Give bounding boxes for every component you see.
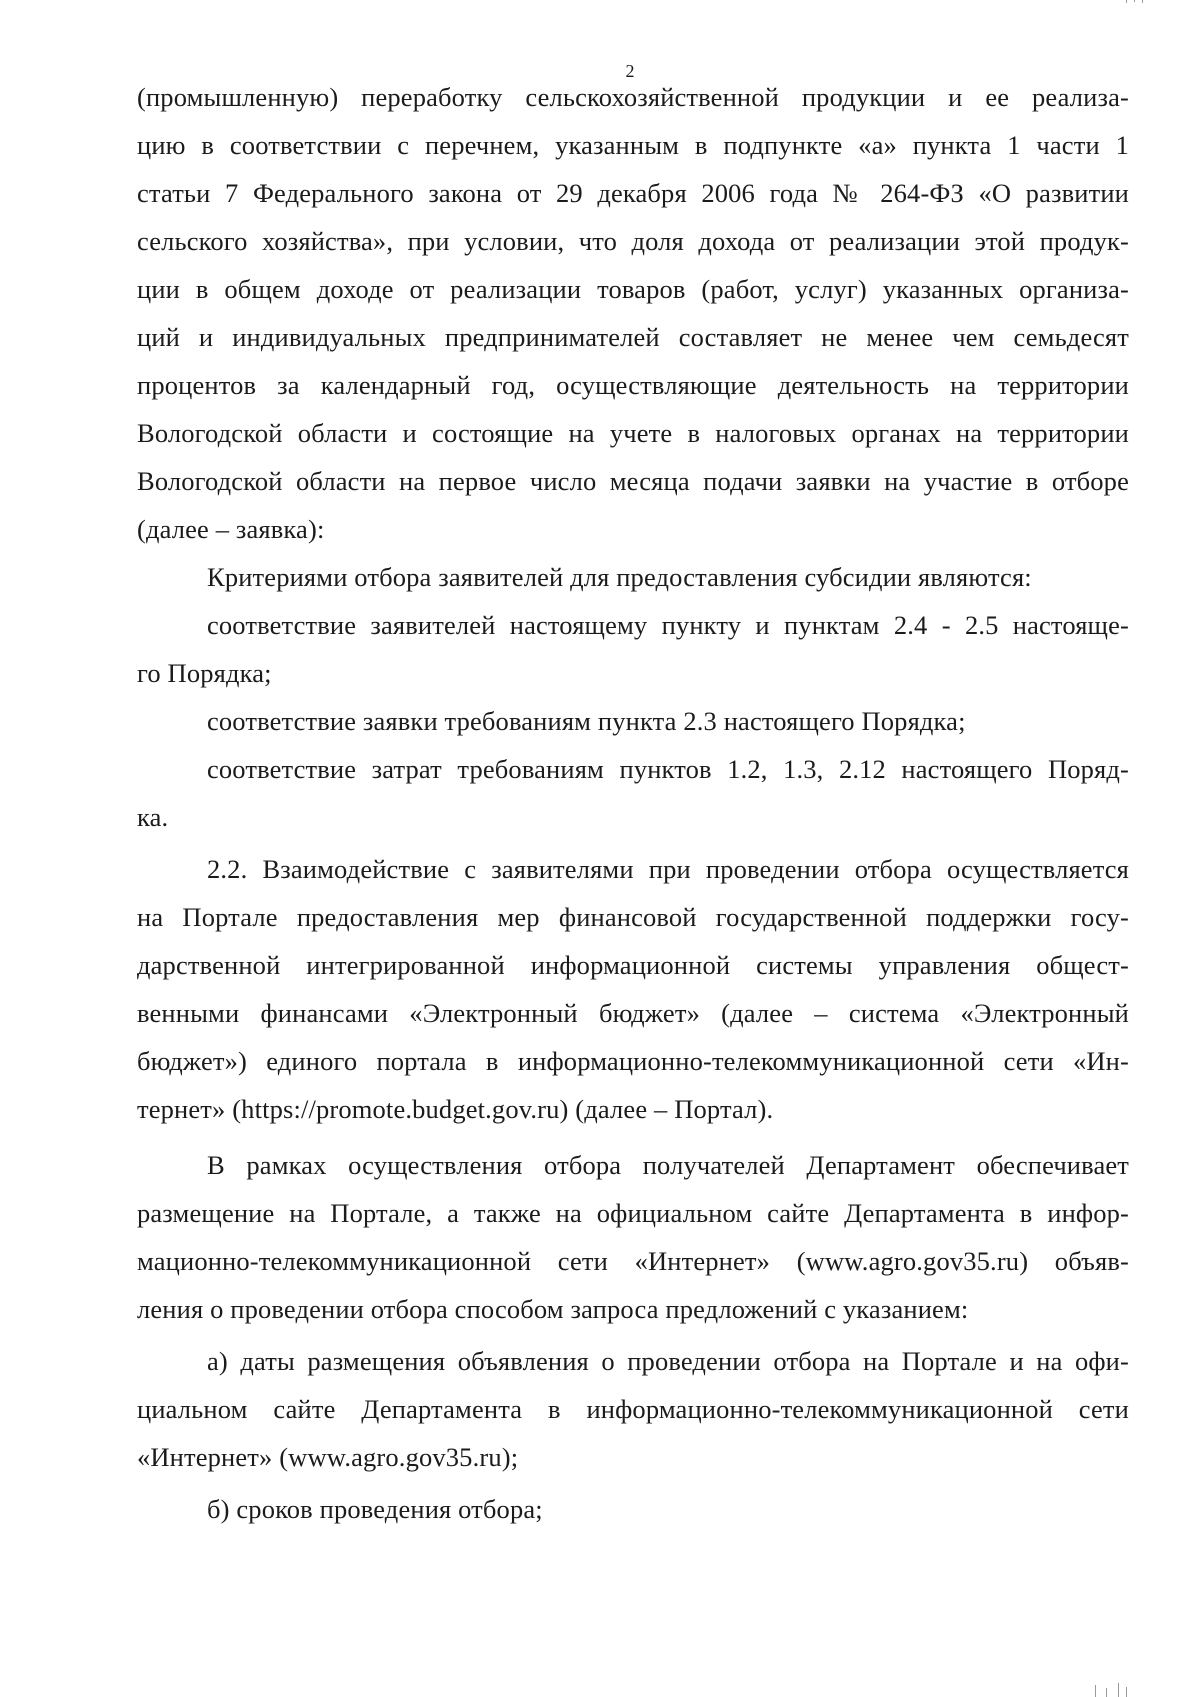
text-line: мационно-телекоммуникационной сети «Интернет» (www.agro.gov35.ru) объяв- <box>137 1246 1129 1276</box>
paragraph-first-line: а) даты размещения объявления о проведении отбора на Портале и на офи- <box>207 1346 1129 1376</box>
scan-artifact <box>1142 0 1143 3</box>
text-line: цию в соответствии с перечнем, указанным в подпункте «а» пункта 1 части 1 <box>137 130 1129 160</box>
text-line: (промышленную) переработку сельскохозяйственной продукции и ее реализа- <box>137 82 1129 112</box>
scan-artifact <box>1118 1683 1119 1697</box>
text-line: «Интернет» (www.agro.gov35.ru); <box>137 1442 519 1472</box>
paragraph-first-line: 2.2. Взаимодействие с заявителями при проведении отбора осуществляется <box>207 854 1129 884</box>
paragraph-first-line: соответствие заявки требованиям пункта 2.3 настоящего Порядка; <box>207 706 966 736</box>
text-line: размещение на Портале, а также на официальном сайте Департамента в инфор- <box>137 1198 1129 1228</box>
scan-artifact <box>1095 1685 1096 1697</box>
text-line: статьи 7 Федерального закона от 29 декабря 2006 года № 264-ФЗ «О развитии <box>137 178 1129 208</box>
text-line: бюджет») единого портала в информационно-телекоммуникационной сети «Ин- <box>137 1046 1129 1076</box>
text-line: ций и индивидуальных предпринимателей составляет не менее чем семьдесят <box>137 322 1129 352</box>
paragraph-first-line: соответствие заявителей настоящему пункту и пунктам 2.4 - 2.5 настояще- <box>207 610 1129 640</box>
scan-artifact <box>1126 1687 1127 1697</box>
text-line: ка. <box>137 802 169 832</box>
page-number: 2 <box>625 61 635 81</box>
paragraph-first-line: В рамках осуществления отбора получателей Департамент обеспечивает <box>207 1150 1129 1180</box>
text-line: (далее – заявка): <box>137 514 325 544</box>
text-line: тернет» (https://promote.budget.gov.ru) (далее – Портал). <box>137 1094 774 1124</box>
text-line: циальном сайте Департамента в информационно-телекоммуникационной сети <box>137 1394 1129 1424</box>
scan-artifact <box>1134 0 1135 2</box>
text-line: ления о проведении отбора способом запроса предложений с указанием: <box>137 1294 969 1324</box>
text-line: венными финансами «Электронный бюджет» (далее – система «Электронный <box>137 998 1129 1028</box>
text-line: Вологодской области и состоящие на учете в налоговых органах на территории <box>137 418 1129 448</box>
text-line: Вологодской области на первое число месяца подачи заявки на участие в отборе <box>137 466 1129 496</box>
scan-artifact <box>1126 0 1127 3</box>
text-line: на Портале предоставления мер финансовой государственной поддержки госу- <box>137 902 1129 932</box>
text-line: го Порядка; <box>137 658 272 688</box>
text-line: ции в общем доходе от реализации товаров (работ, услуг) указанных организа- <box>137 274 1129 304</box>
text-line: дарственной интегрированной информационной системы управления общест- <box>137 950 1129 980</box>
paragraph-first-line: б) сроков проведения отбора; <box>207 1494 543 1524</box>
text-line: процентов за календарный год, осуществляющие деятельность на территории <box>137 370 1129 400</box>
text-line: сельского хозяйства», при условии, что доля дохода от реализации этой продук- <box>137 226 1129 256</box>
paragraph-first-line: соответствие затрат требованиям пунктов 1.2, 1.3, 2.12 настоящего Поряд- <box>207 754 1129 784</box>
scan-artifact <box>1106 1688 1107 1697</box>
paragraph-first-line: Критериями отбора заявителей для предоставления субсидии являются: <box>207 562 1032 592</box>
